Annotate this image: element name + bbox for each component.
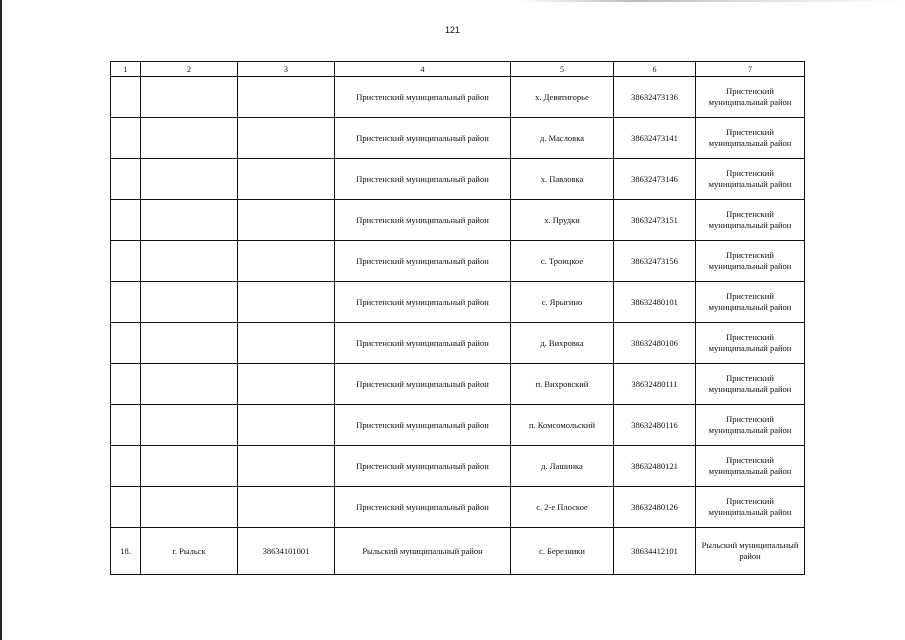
table-row xyxy=(111,282,805,323)
table-row xyxy=(111,405,805,446)
column-header: 7 xyxy=(696,62,805,77)
locality-cell: х. Прудки xyxy=(511,200,614,241)
municipality-cell: Пристенский муниципальный район xyxy=(696,241,805,282)
locality-code-cell: 38632480126 xyxy=(614,487,696,528)
settlement-cell: г. Рыльск xyxy=(141,528,238,575)
row-number-cell xyxy=(111,159,141,200)
district-cell: Пристенский муниципальный район xyxy=(335,487,511,528)
oktmo-code-cell xyxy=(238,118,335,159)
table-row xyxy=(111,118,805,159)
settlement-cell xyxy=(141,241,238,282)
oktmo-code-cell xyxy=(238,159,335,200)
oktmo-code-cell xyxy=(238,323,335,364)
table-body xyxy=(111,77,805,575)
locality-cell: п. Вихровский xyxy=(511,364,614,405)
row-number-cell xyxy=(111,405,141,446)
locality-code-cell: 38632480106 xyxy=(614,323,696,364)
locality-cell: с. Троицкое xyxy=(511,241,614,282)
locality-cell: д. Масловка xyxy=(511,118,614,159)
table-row xyxy=(111,77,805,118)
table-row xyxy=(111,364,805,405)
table-row xyxy=(111,241,805,282)
row-number-cell xyxy=(111,487,141,528)
locality-code-cell: 38632473151 xyxy=(614,200,696,241)
locality-cell: с. 2-е Плоское xyxy=(511,487,614,528)
locality-cell: х. Павловка xyxy=(511,159,614,200)
column-header: 6 xyxy=(614,62,696,77)
locality-code-cell: 38632473146 xyxy=(614,159,696,200)
oktmo-code-cell xyxy=(238,77,335,118)
row-number-cell: 18. xyxy=(111,528,141,575)
locality-code-cell: 38632480116 xyxy=(614,405,696,446)
row-number-cell xyxy=(111,118,141,159)
locality-cell: д. Вихровка xyxy=(511,323,614,364)
municipality-cell: Пристенский муниципальный район xyxy=(696,446,805,487)
oktmo-code-cell xyxy=(238,282,335,323)
page-left-edge xyxy=(0,0,2,640)
table-row xyxy=(111,528,805,575)
oktmo-code-cell xyxy=(238,446,335,487)
district-cell: Пристенский муниципальный район xyxy=(335,446,511,487)
municipality-cell: Пристенский муниципальный район xyxy=(696,364,805,405)
row-number-cell xyxy=(111,282,141,323)
locality-code-cell: 38632480101 xyxy=(614,282,696,323)
oktmo-code-cell xyxy=(238,487,335,528)
municipality-cell: Рыльский муниципальный район xyxy=(696,528,805,575)
district-cell: Пристенский муниципальный район xyxy=(335,200,511,241)
locality-code-cell: 38632480121 xyxy=(614,446,696,487)
row-number-cell xyxy=(111,77,141,118)
locality-cell: д. Лашинка xyxy=(511,446,614,487)
municipality-cell: Пристенский муниципальный район xyxy=(696,77,805,118)
locality-code-cell: 38632473141 xyxy=(614,118,696,159)
district-cell: Пристенский муниципальный район xyxy=(335,364,511,405)
locality-cell: с. Ярыгино xyxy=(511,282,614,323)
settlement-cell xyxy=(141,487,238,528)
oktmo-code-cell: 38634101001 xyxy=(238,528,335,575)
column-header: 5 xyxy=(511,62,614,77)
municipality-cell: Пристенский муниципальный район xyxy=(696,118,805,159)
table-row xyxy=(111,159,805,200)
page-top-shade xyxy=(520,0,905,2)
settlement-cell xyxy=(141,159,238,200)
registry-table xyxy=(110,61,805,575)
column-header: 2 xyxy=(141,62,238,77)
column-header: 4 xyxy=(335,62,511,77)
oktmo-code-cell xyxy=(238,200,335,241)
page-number: 121 xyxy=(444,25,461,35)
municipality-cell: Пристенский муниципальный район xyxy=(696,323,805,364)
oktmo-code-cell xyxy=(238,405,335,446)
district-cell: Пристенский муниципальный район xyxy=(335,77,511,118)
row-number-cell xyxy=(111,323,141,364)
municipality-cell: Пристенский муниципальный район xyxy=(696,487,805,528)
table-row xyxy=(111,446,805,487)
district-cell: Пристенский муниципальный район xyxy=(335,405,511,446)
district-cell: Рыльский муниципальный район xyxy=(335,528,511,575)
settlement-cell xyxy=(141,364,238,405)
settlement-cell xyxy=(141,446,238,487)
row-number-cell xyxy=(111,200,141,241)
locality-cell: с. Березники xyxy=(511,528,614,575)
row-number-cell xyxy=(111,446,141,487)
locality-code-cell: 38632480111 xyxy=(614,364,696,405)
column-header: 1 xyxy=(111,62,141,77)
locality-code-cell: 38632473136 xyxy=(614,77,696,118)
locality-cell: х. Девятигорье xyxy=(511,77,614,118)
municipality-cell: Пристенский муниципальный район xyxy=(696,159,805,200)
oktmo-code-cell xyxy=(238,241,335,282)
municipality-cell: Пристенский муниципальный район xyxy=(696,405,805,446)
district-cell: Пристенский муниципальный район xyxy=(335,323,511,364)
settlement-cell xyxy=(141,282,238,323)
district-cell: Пристенский муниципальный район xyxy=(335,159,511,200)
district-cell: Пристенский муниципальный район xyxy=(335,241,511,282)
settlement-cell xyxy=(141,405,238,446)
table-row xyxy=(111,323,805,364)
settlement-cell xyxy=(141,77,238,118)
table-row xyxy=(111,487,805,528)
row-number-cell xyxy=(111,241,141,282)
district-cell: Пристенский муниципальный район xyxy=(335,118,511,159)
column-header: 3 xyxy=(238,62,335,77)
municipality-cell: Пристенский муниципальный район xyxy=(696,282,805,323)
row-number-cell xyxy=(111,364,141,405)
oktmo-code-cell xyxy=(238,364,335,405)
table-header-row xyxy=(111,62,805,77)
locality-cell: п. Комсомольский xyxy=(511,405,614,446)
district-cell: Пристенский муниципальный район xyxy=(335,282,511,323)
locality-code-cell: 38632473156 xyxy=(614,241,696,282)
table-row xyxy=(111,200,805,241)
municipality-cell: Пристенский муниципальный район xyxy=(696,200,805,241)
settlement-cell xyxy=(141,323,238,364)
settlement-cell xyxy=(141,118,238,159)
settlement-cell xyxy=(141,200,238,241)
locality-code-cell: 38634412101 xyxy=(614,528,696,575)
